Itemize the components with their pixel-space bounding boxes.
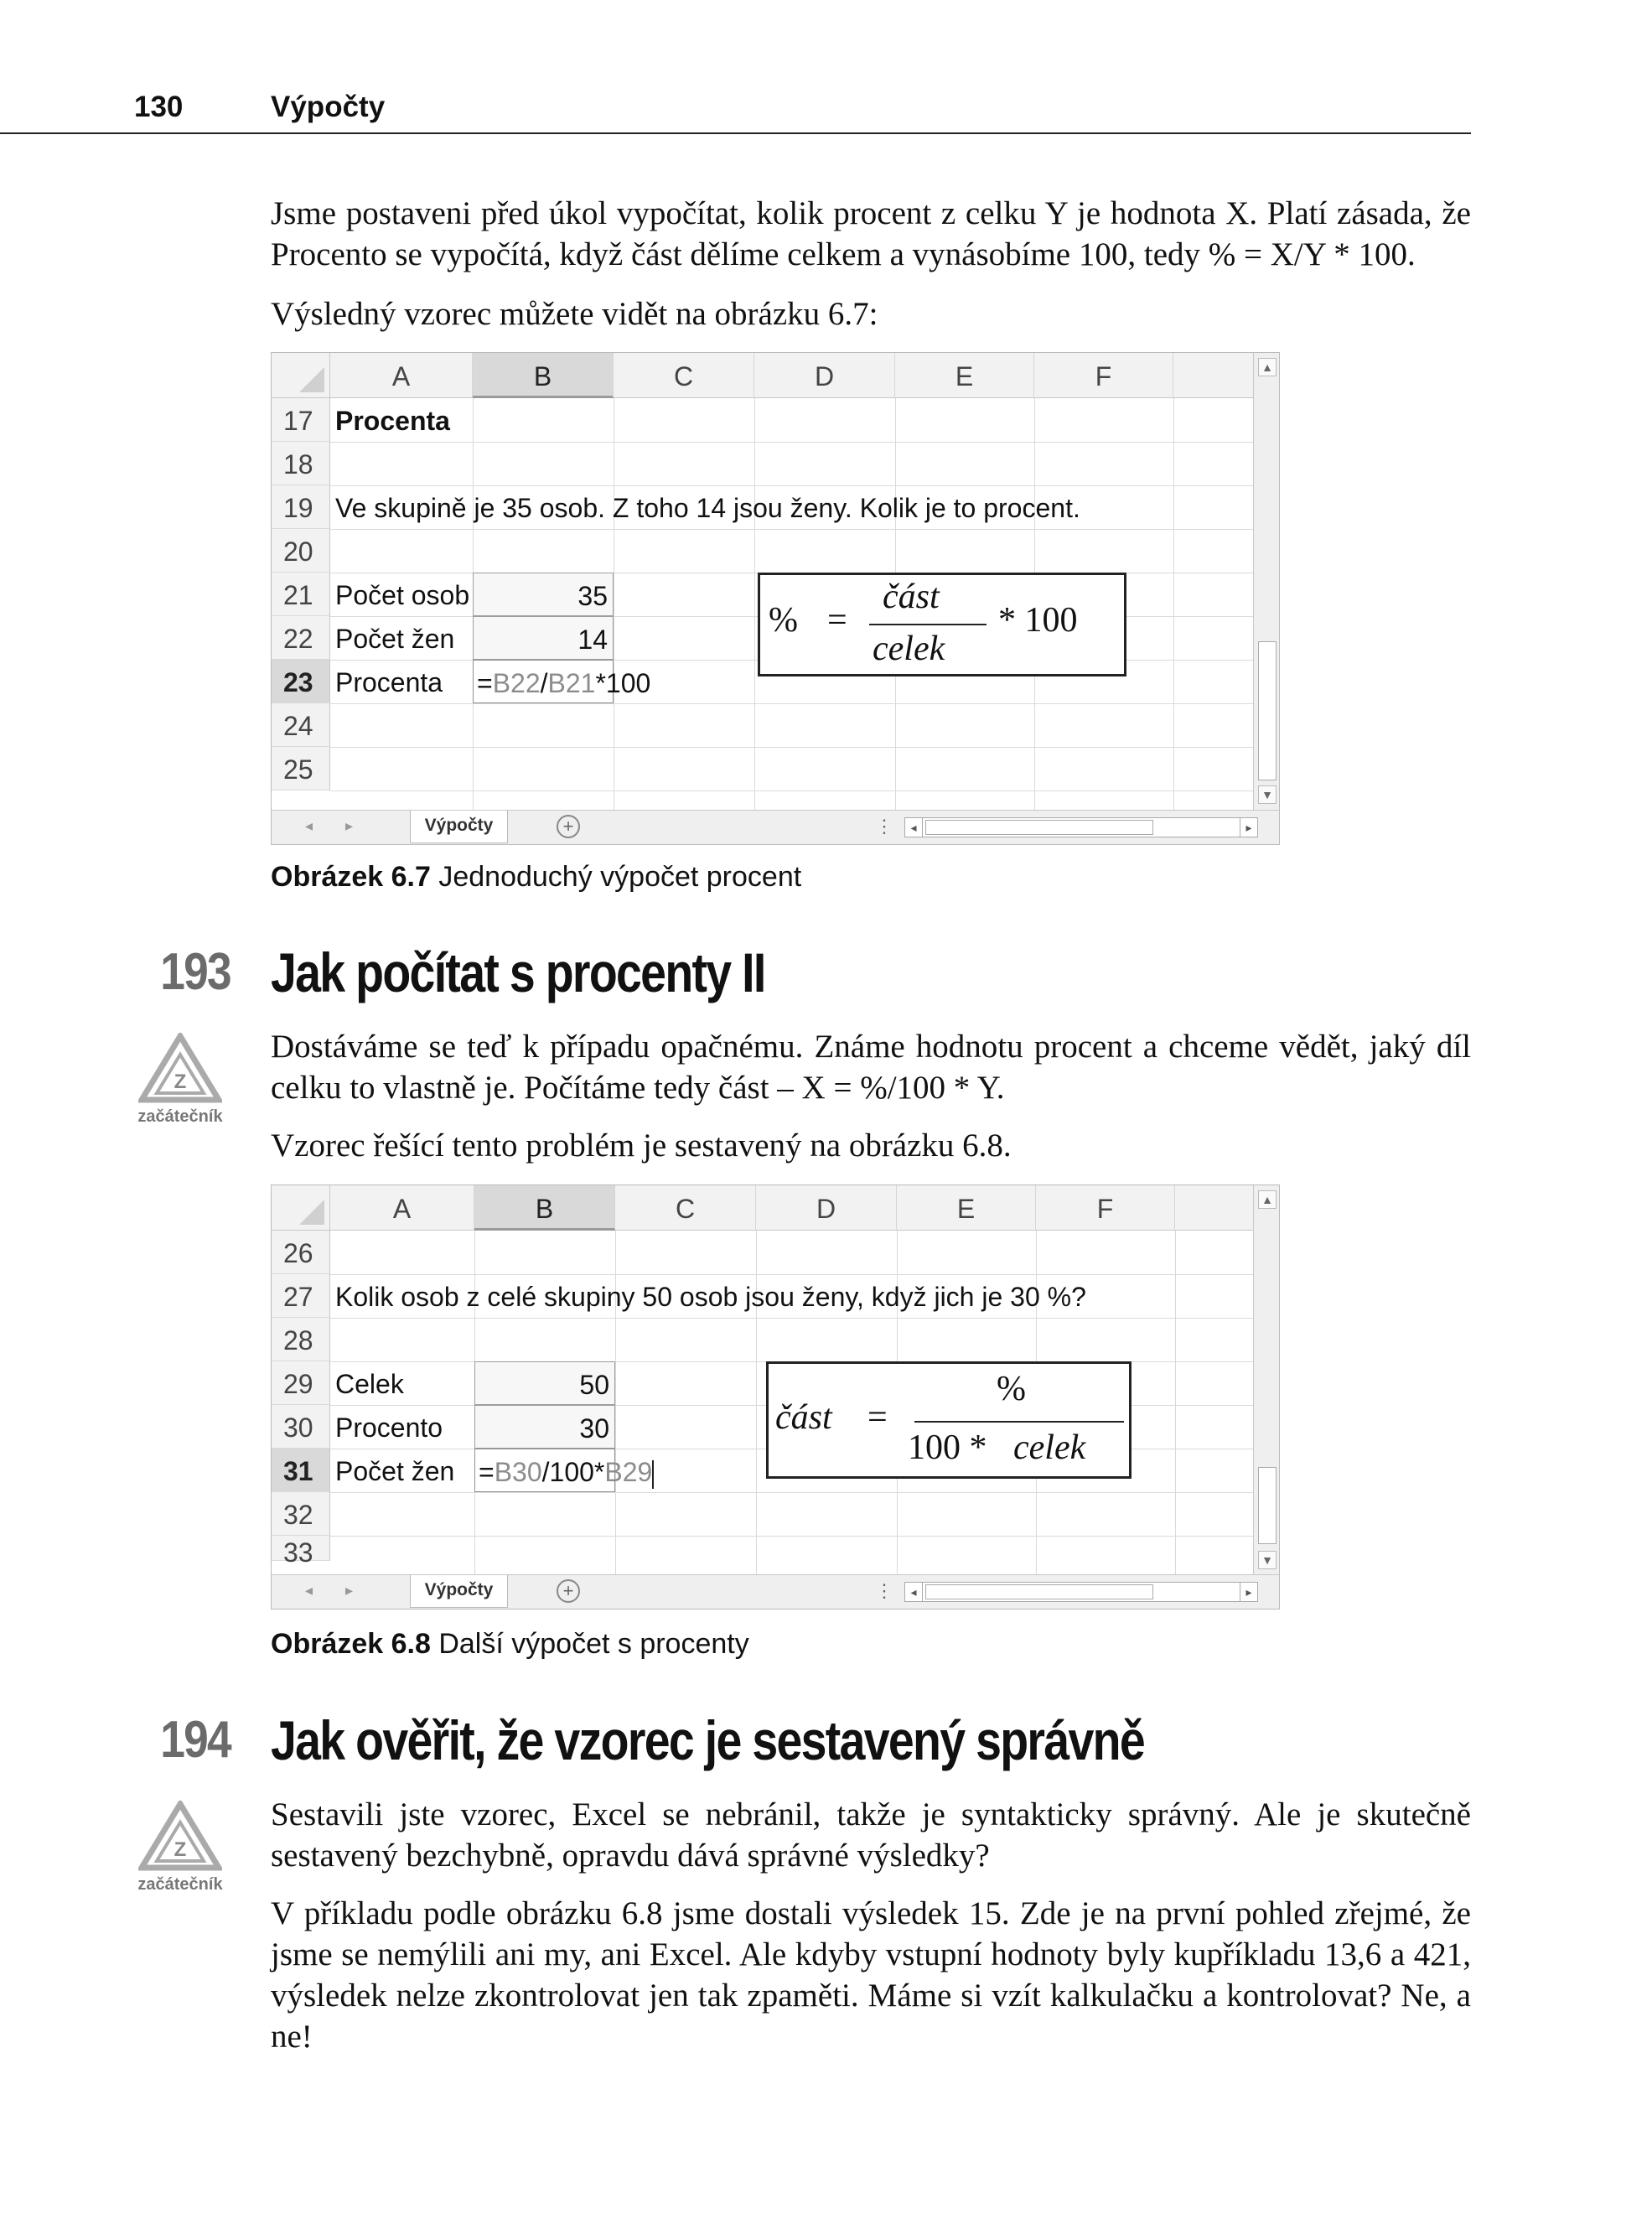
row-header-selected[interactable]: 31 bbox=[272, 1449, 330, 1492]
cell-a31[interactable]: Počet žen bbox=[335, 1456, 455, 1486]
select-all-corner[interactable] bbox=[272, 353, 330, 398]
horizontal-scrollbar[interactable]: ◂ ▸ bbox=[904, 1582, 1258, 1602]
row-header[interactable]: 28 bbox=[272, 1318, 330, 1361]
figure-caption-6-8: Obrázek 6.8 Další výpočet s procenty bbox=[271, 1628, 749, 1660]
add-sheet-icon[interactable]: + bbox=[557, 1579, 580, 1603]
select-all-corner[interactable] bbox=[272, 1185, 330, 1231]
beginner-triangle-icon bbox=[138, 1033, 222, 1105]
cell-a22[interactable]: Počet žen bbox=[335, 624, 455, 654]
row-header[interactable]: 17 bbox=[272, 398, 330, 442]
row-header-selected[interactable]: 23 bbox=[272, 660, 330, 703]
column-header-b[interactable]: B bbox=[474, 1185, 615, 1231]
cell-b29[interactable]: 50 bbox=[474, 1361, 615, 1405]
cell-a30[interactable]: Procento bbox=[335, 1413, 443, 1443]
spreadsheet-figure-6-8 bbox=[271, 1184, 1280, 1610]
sheet-tab-bar bbox=[272, 810, 1279, 844]
beginner-badge bbox=[134, 1033, 226, 1127]
sheet-tab-bar bbox=[272, 1574, 1279, 1609]
scroll-right-icon[interactable]: ▸ bbox=[345, 817, 354, 834]
beginner-triangle-icon bbox=[138, 1801, 222, 1873]
row-header[interactable]: 27 bbox=[272, 1274, 330, 1318]
column-header-g[interactable] bbox=[1173, 353, 1254, 398]
column-header-d[interactable]: D bbox=[756, 1185, 897, 1231]
row-header[interactable]: 25 bbox=[272, 747, 330, 791]
cell-b23-formula[interactable]: =B22/B21*100 bbox=[473, 660, 614, 703]
row-header[interactable]: 19 bbox=[272, 485, 330, 529]
svg-text:Z: Z bbox=[173, 1838, 187, 1861]
section-title: Jak ověřit, že vzorec je sestavený správně bbox=[271, 1709, 1144, 1771]
cell-a19[interactable]: Ve skupině je 35 osob. Z toho 14 jsou ženy. Kolik je to procent. bbox=[335, 493, 1080, 523]
formula-illustration: část = % 100 * celek bbox=[766, 1361, 1132, 1479]
sheet-tab[interactable]: Výpočty bbox=[410, 811, 508, 843]
page-number: 130 bbox=[134, 91, 184, 123]
cell-a21[interactable]: Počet osob bbox=[335, 580, 470, 610]
row-header[interactable]: 22 bbox=[272, 616, 330, 660]
spreadsheet-figure-6-7 bbox=[271, 352, 1280, 845]
sheet-tab[interactable]: Výpočty bbox=[410, 1575, 508, 1608]
cell-a17[interactable]: Procenta bbox=[335, 406, 450, 436]
row-header[interactable]: 33 bbox=[272, 1536, 330, 1561]
cell-b21[interactable]: 35 bbox=[473, 573, 614, 616]
column-header-b[interactable]: B bbox=[473, 353, 614, 398]
intro-paragraph: Jsme postaveni před úkol vypočítat, kolik procent z celku Y je hodnota X. Platí zásada, že Procento se vypočítá, když část dělíme celkem a vynásobíme 100, tedy % = X/Y * 100. bbox=[271, 195, 1471, 272]
section-title: Jak počítat s procenty II bbox=[271, 941, 765, 1003]
cell-b22[interactable]: 14 bbox=[473, 616, 614, 660]
section-number: 193 bbox=[160, 943, 230, 1001]
vertical-scrollbar[interactable]: ▲ ▼ bbox=[1253, 353, 1279, 811]
row-header[interactable]: 24 bbox=[272, 703, 330, 747]
column-header-e[interactable]: E bbox=[897, 1185, 1036, 1231]
column-header-g[interactable] bbox=[1175, 1185, 1254, 1231]
scroll-right-icon[interactable]: ▸ bbox=[345, 1582, 354, 1599]
scroll-left-icon[interactable]: ◂ bbox=[305, 1582, 313, 1599]
horizontal-scrollbar[interactable]: ◂ ▸ bbox=[904, 817, 1258, 837]
beginner-badge bbox=[134, 1801, 226, 1895]
column-header-e[interactable]: E bbox=[895, 353, 1034, 398]
running-header bbox=[0, 84, 1471, 134]
row-header[interactable]: 21 bbox=[272, 573, 330, 616]
column-header-c[interactable]: C bbox=[614, 353, 754, 398]
column-header-f[interactable]: F bbox=[1036, 1185, 1175, 1231]
section-number: 194 bbox=[160, 1711, 230, 1769]
svg-text:Z: Z bbox=[173, 1070, 187, 1093]
vertical-scrollbar[interactable]: ▲ ▼ bbox=[1253, 1185, 1279, 1575]
row-header[interactable]: 30 bbox=[272, 1405, 330, 1449]
row-header[interactable]: 20 bbox=[272, 529, 330, 573]
cell-a27[interactable]: Kolik osob z celé skupiny 50 osob jsou ženy, když jich je 30 %? bbox=[335, 1282, 1086, 1312]
column-header-a[interactable]: A bbox=[330, 1185, 474, 1231]
chapter-title: Výpočty bbox=[271, 91, 386, 123]
more-icon: ⋮ bbox=[875, 1580, 893, 1601]
cell-a23[interactable]: Procenta bbox=[335, 667, 443, 697]
row-header[interactable]: 32 bbox=[272, 1492, 330, 1536]
column-header-a[interactable]: A bbox=[330, 353, 473, 398]
cell-b31-formula[interactable]: =B30/100*B29 bbox=[474, 1449, 615, 1492]
section-paragraph: Vzorec řešící tento problém je sestavený na obrázku 6.8. bbox=[271, 1127, 1012, 1164]
cell-b30[interactable]: 30 bbox=[474, 1405, 615, 1449]
badge-label: začátečník bbox=[137, 1107, 223, 1126]
column-header-d[interactable]: D bbox=[754, 353, 895, 398]
scroll-left-icon[interactable]: ◂ bbox=[305, 817, 313, 834]
row-header[interactable]: 18 bbox=[272, 442, 330, 485]
section-paragraph: V příkladu podle obrázku 6.8 jsme dostali výsledek 15. Zde je na první pohled zřejmé, že jsme se nemýlili ani my, ani Excel. Ale kdyby vstupní hodnoty byly kupříkladu 13,6 a 421, výsledek nelze zkontrolovat jen tak zpaměti. Máme si vzít kalkulačku a kontrolovat? Ne, a ne! bbox=[271, 1895, 1471, 2055]
row-header[interactable]: 29 bbox=[272, 1361, 330, 1405]
text-cursor bbox=[652, 1460, 654, 1489]
cell-a29[interactable]: Celek bbox=[335, 1369, 404, 1399]
intro-paragraph-ref: Výsledný vzorec můžete vidět na obrázku 6.7: bbox=[271, 296, 878, 332]
column-header-c[interactable]: C bbox=[615, 1185, 756, 1231]
column-header-f[interactable]: F bbox=[1034, 353, 1173, 398]
more-icon: ⋮ bbox=[875, 816, 893, 837]
section-paragraph: Sestavili jste vzorec, Excel se nebránil, takže je syntakticky správný. Ale je skutečně sestavený bezchybně, opravdu dává správné výsledky? bbox=[271, 1796, 1471, 1874]
figure-caption-6-7: Obrázek 6.7 Jednoduchý výpočet procent bbox=[271, 861, 802, 893]
badge-label: začátečník bbox=[137, 1875, 223, 1894]
formula-illustration: % = část celek * 100 bbox=[758, 573, 1126, 676]
section-paragraph: Dostáváme se teď k případu opačnému. Známe hodnotu procent a chceme vědět, jaký díl celku to vlastně je. Počítáme tedy část – X = %/100 * Y. bbox=[271, 1029, 1471, 1106]
add-sheet-icon[interactable]: + bbox=[557, 815, 580, 838]
row-header[interactable]: 26 bbox=[272, 1231, 330, 1274]
